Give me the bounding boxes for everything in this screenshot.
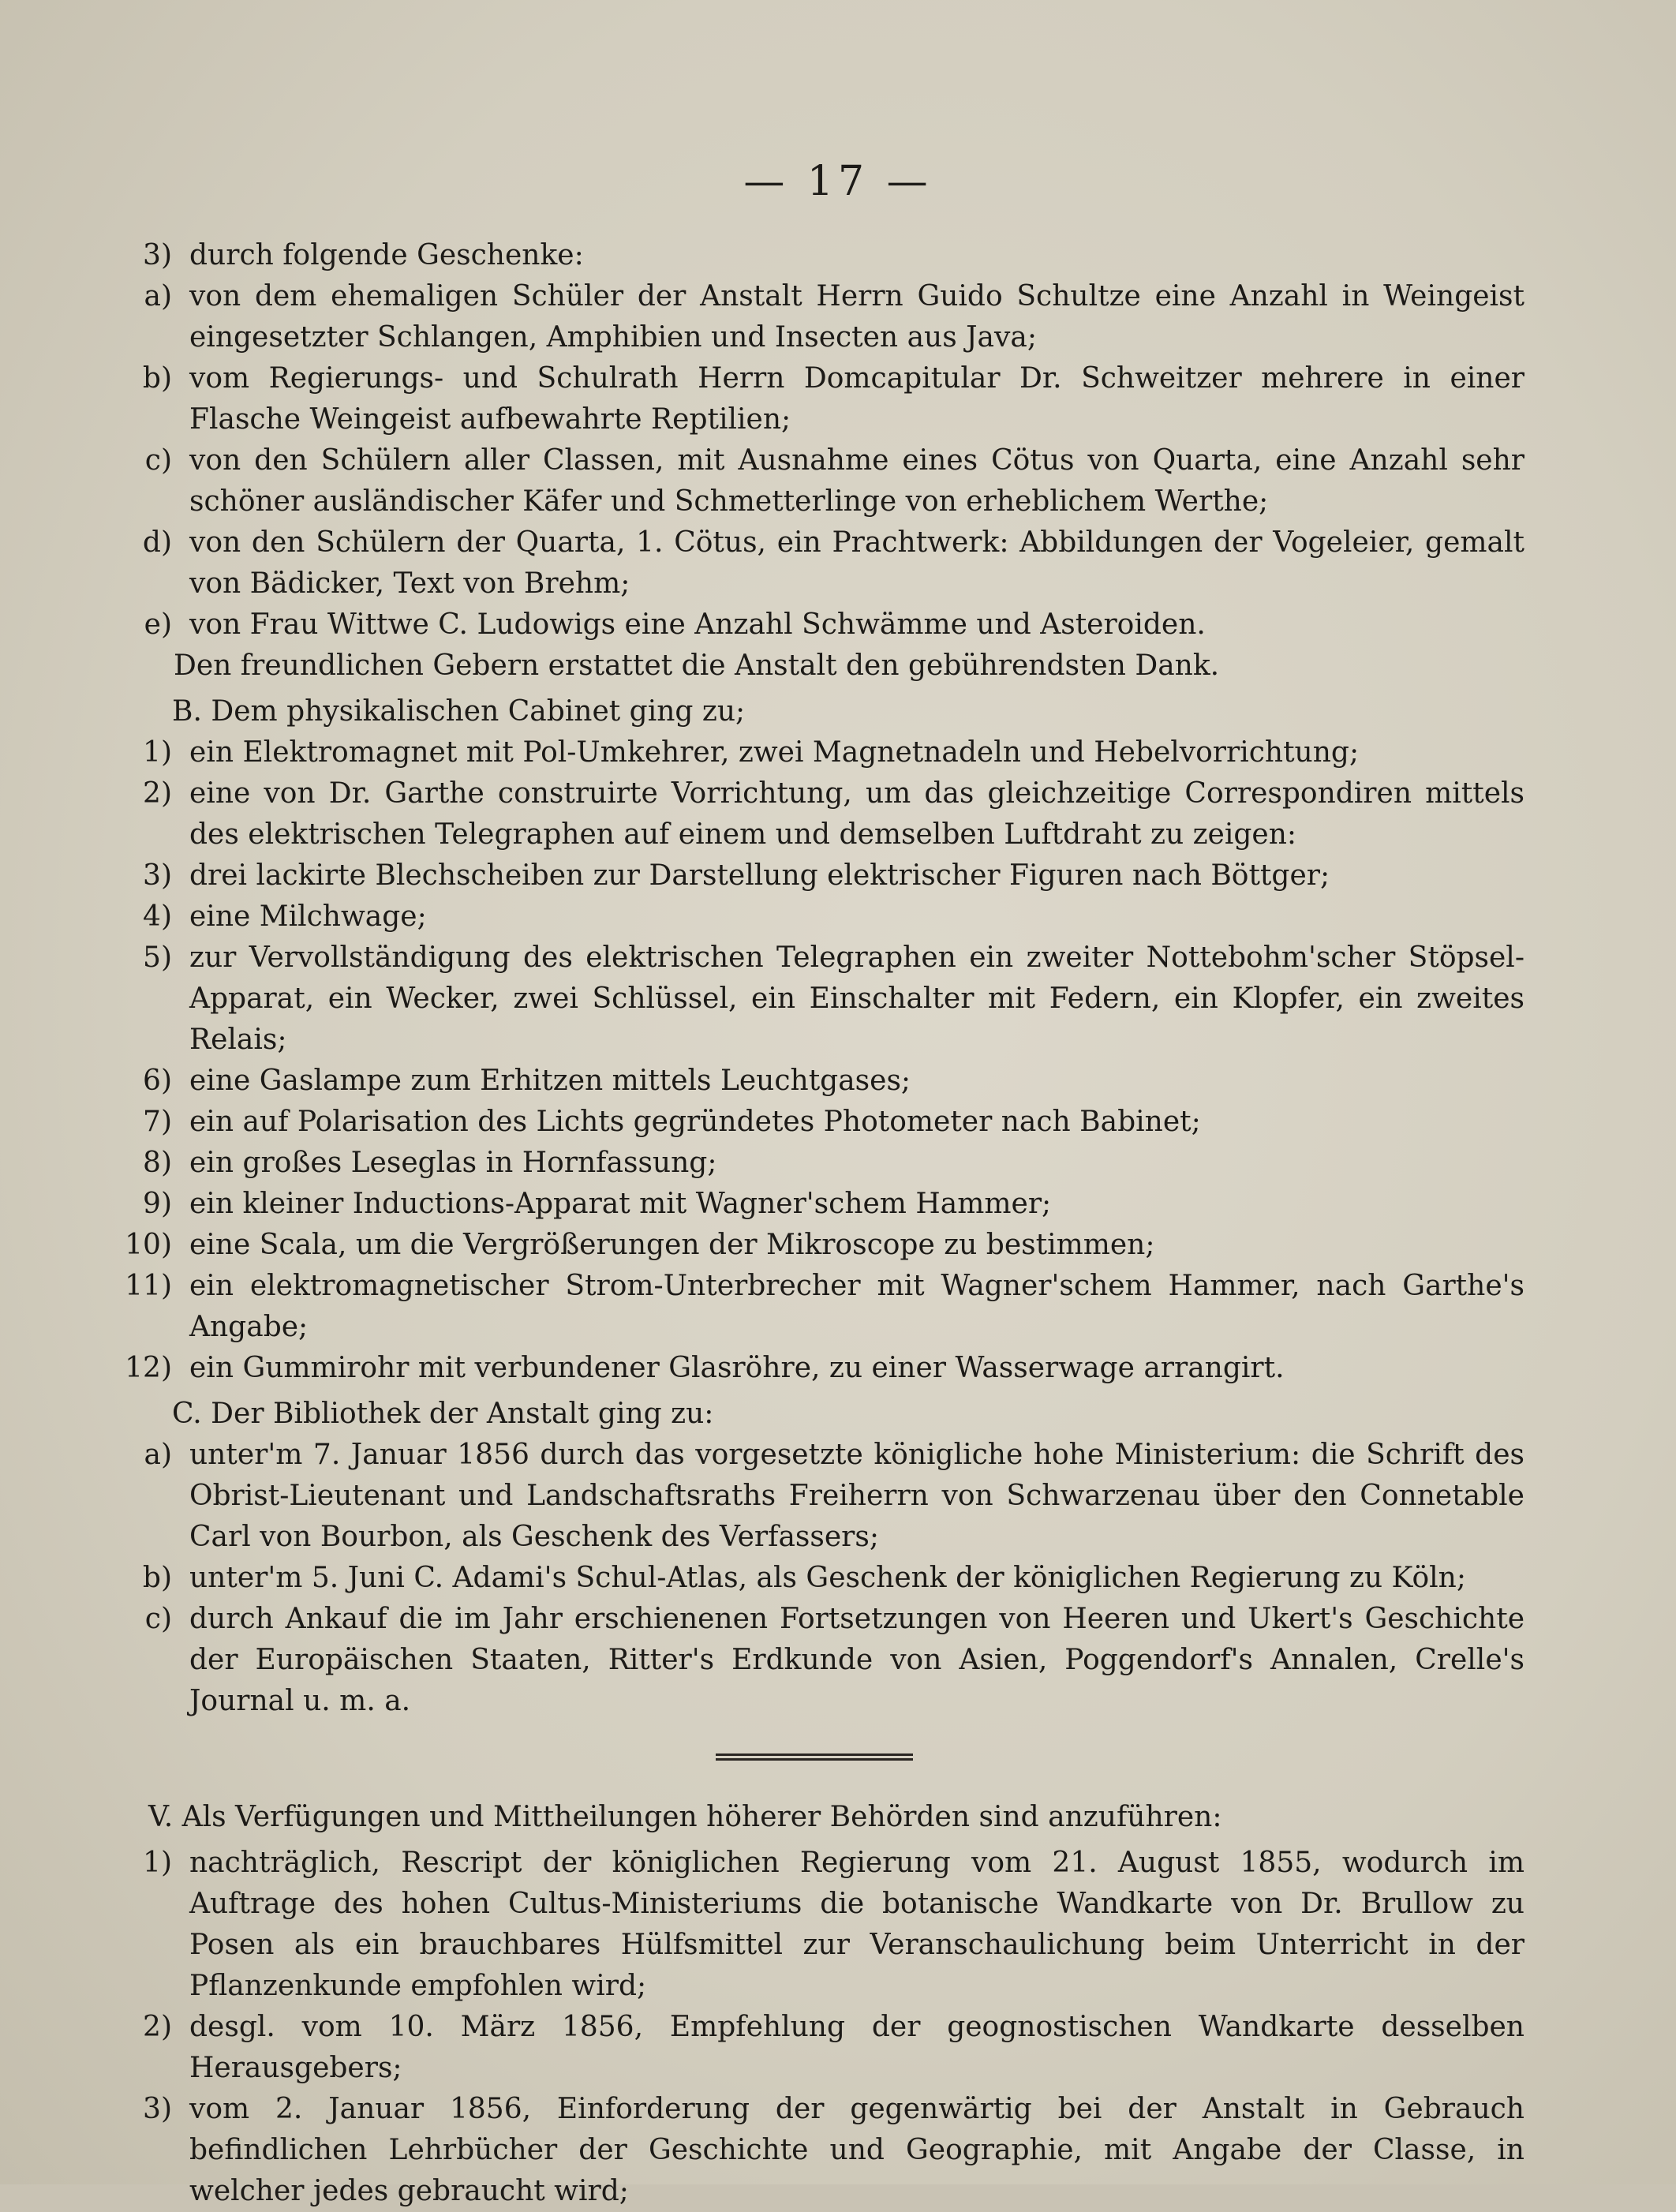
item-text: nachträglich, Rescript der königlichen Regierung vom 21. August 1855, wodurch im Auftrage des hohen Cultus-Ministeriums die botanische Wandkarte von Dr. Brullow zu Posen als ein brauchbares Hülfsmittel zur Veranschaulichung beim Unterricht in der Pflanzenkunde empfohlen wird;: [189, 1847, 1524, 2002]
item-number: 3): [143, 239, 172, 271]
item-number: 3): [143, 859, 172, 892]
item-text: drei lackirte Blechscheiben zur Darstellung elektrischer Figuren nach Böttger;: [189, 859, 1330, 892]
item-text: von Frau Wittwe C. Ludowigs eine Anzahl Schwämme und Asteroiden.: [189, 608, 1206, 641]
item-number: 8): [143, 1147, 172, 1179]
item-text: ein auf Polarisation des Lichts gegründetes Photometer nach Babinet;: [189, 1106, 1201, 1138]
section-b-heading: B. Dem physikalischen Cabinet ging zu;: [172, 695, 746, 728]
item-number: 7): [143, 1106, 172, 1138]
item-text: ein Elektromagnet mit Pol-Umkehrer, zwei Magnetnadeln und Hebelvorrichtung;: [189, 736, 1360, 769]
item-text: von den Schülern der Quarta, 1. Cötus, ein Prachtwerk: Abbildungen der Vogeleier, gemalt von Bädicker, Text von Brehm;: [189, 526, 1524, 600]
list-item: [104, 2089, 1524, 2212]
item-text: vom 2. Januar 1856, Einforderung der gegenwärtig bei der Anstalt in Gebrauch befindlichen Lehrbücher der Geschichte und Geographie, mit Angabe der Classe, in welcher jedes gebraucht wird;: [189, 2093, 1524, 2207]
item-number: 6): [143, 1065, 172, 1097]
item-number: 1): [143, 1847, 172, 1879]
item-text: eine Scala, um die Vergrößerungen der Mikroscope zu bestimmen;: [189, 1229, 1155, 1261]
item-text: ein kleiner Inductions-Apparat mit Wagner'schem Hammer;: [189, 1188, 1052, 1220]
item-number: 2): [143, 2011, 172, 2043]
item-number: 9): [143, 1188, 172, 1220]
item-text: eine Milchwage;: [189, 900, 427, 933]
list-item: [104, 1143, 1524, 1184]
list-item: [104, 276, 1524, 358]
section-c-heading: C. Der Bibliothek der Anstalt ging zu:: [172, 1398, 714, 1430]
item-text: durch folgende Geschenke:: [189, 239, 584, 271]
item-text: zur Vervollständigung des elektrischen Telegraphen ein zweiter Nottebohm'scher Stöpsel-Apparat, ein Wecker, zwei Schlüssel, ein Einschalter mit Federn, ein Klopfer, ein zweites Relais;: [189, 941, 1524, 1056]
list-item: [104, 2007, 1524, 2089]
thanks-line: Den freundlichen Gebern erstattet die Anstalt den gebührendsten Dank.: [174, 649, 1220, 682]
list-item: [104, 235, 1524, 276]
list-item: [104, 1225, 1524, 1266]
item-text: ein großes Leseglas in Hornfassung;: [189, 1147, 717, 1179]
item-number: a): [144, 1439, 172, 1471]
item-number: 3): [143, 2093, 172, 2125]
item-number: c): [144, 444, 172, 477]
item-number: b): [142, 1562, 172, 1594]
section-v-heading-row: [104, 1797, 1524, 1838]
list-item: [104, 1348, 1524, 1389]
list-item: [104, 1266, 1524, 1348]
list-item: [104, 1184, 1524, 1225]
list-item: [104, 1435, 1524, 1558]
item-number: 2): [143, 777, 172, 810]
list-item: [104, 938, 1524, 1061]
item-text: eine von Dr. Garthe construirte Vorrichtung, um das gleichzeitige Correspondiren mittels des elektrischen Telegraphen auf einem und demselben Luftdraht zu zeigen:: [189, 777, 1524, 851]
list-item: [104, 773, 1524, 855]
item-text: eine Gaslampe zum Erhitzen mittels Leuchtgases;: [189, 1065, 911, 1097]
item-text: von den Schülern aller Classen, mit Ausnahme eines Cötus von Quarta, eine Anzahl sehr schöner ausländischer Käfer und Schmetterlinge von erheblichem Werthe;: [189, 444, 1524, 518]
list-item: [104, 732, 1524, 773]
page-number: — 17 —: [743, 158, 933, 205]
item-number: c): [144, 1603, 172, 1635]
section-v-heading: V. Als Verfügungen und Mittheilungen höherer Behörden sind anzuführen:: [148, 1801, 1222, 1833]
list-item: [104, 1558, 1524, 1599]
item-number: 4): [143, 900, 172, 933]
list-item: [104, 440, 1524, 522]
item-text: ein Gummirohr mit verbundener Glasröhre, zu einer Wasserwage arrangirt.: [189, 1352, 1285, 1384]
section-divider: [716, 1754, 913, 1761]
list-item: [104, 896, 1524, 938]
list-item: [104, 358, 1524, 440]
item-text: vom Regierungs- und Schulrath Herrn Domcapitular Dr. Schweitzer mehrere in einer Flasche Weingeist aufbewahrte Reptilien;: [189, 362, 1524, 436]
item-number: 12): [125, 1352, 172, 1384]
item-number: d): [142, 526, 172, 559]
list-item: [104, 855, 1524, 896]
item-text: von dem ehemaligen Schüler der Anstalt Herrn Guido Schultze eine Anzahl in Weingeist eingesetzter Schlangen, Amphibien und Insecten aus Java;: [189, 280, 1524, 354]
item-number: 1): [143, 736, 172, 769]
list-item: [104, 1599, 1524, 1722]
item-number: 5): [143, 941, 172, 974]
item-text: unter'm 7. Januar 1856 durch das vorgesetzte königliche hohe Ministerium: die Schrift des Obrist-Lieutenant und Landschaftsraths Freiherrn von Schwarzenau über den Connetable Carl von Bourbon, als Geschenk des Verfassers;: [189, 1439, 1524, 1553]
list-item: [104, 1102, 1524, 1143]
item-number: 10): [125, 1229, 172, 1261]
item-text: desgl. vom 10. März 1856, Empfehlung der geognostischen Wandkarte desselben Herausgebers;: [189, 2011, 1524, 2084]
item-number: 11): [125, 1270, 172, 1302]
list-item: [104, 522, 1524, 604]
item-number: a): [144, 280, 172, 313]
item-number: b): [142, 362, 172, 395]
item-text: unter'm 5. Juni C. Adami's Schul-Atlas, als Geschenk der königlichen Regierung zu Köln;: [189, 1562, 1466, 1594]
list-item: [104, 1061, 1524, 1102]
page-body: [104, 235, 1524, 2212]
item-text: durch Ankauf die im Jahr erschienenen Fortsetzungen von Heeren und Ukert's Geschichte der Europäischen Staaten, Ritter's Erdkunde von Asien, Poggendorf's Annalen, Crelle's Journal u. m. a.: [189, 1603, 1524, 1717]
item-number: e): [144, 608, 172, 641]
item-text: ein elektromagnetischer Strom-Unterbrecher mit Wagner'schem Hammer, nach Garthe's Angabe;: [189, 1270, 1524, 1343]
list-item: [104, 1843, 1524, 2007]
list-item: [104, 604, 1524, 646]
